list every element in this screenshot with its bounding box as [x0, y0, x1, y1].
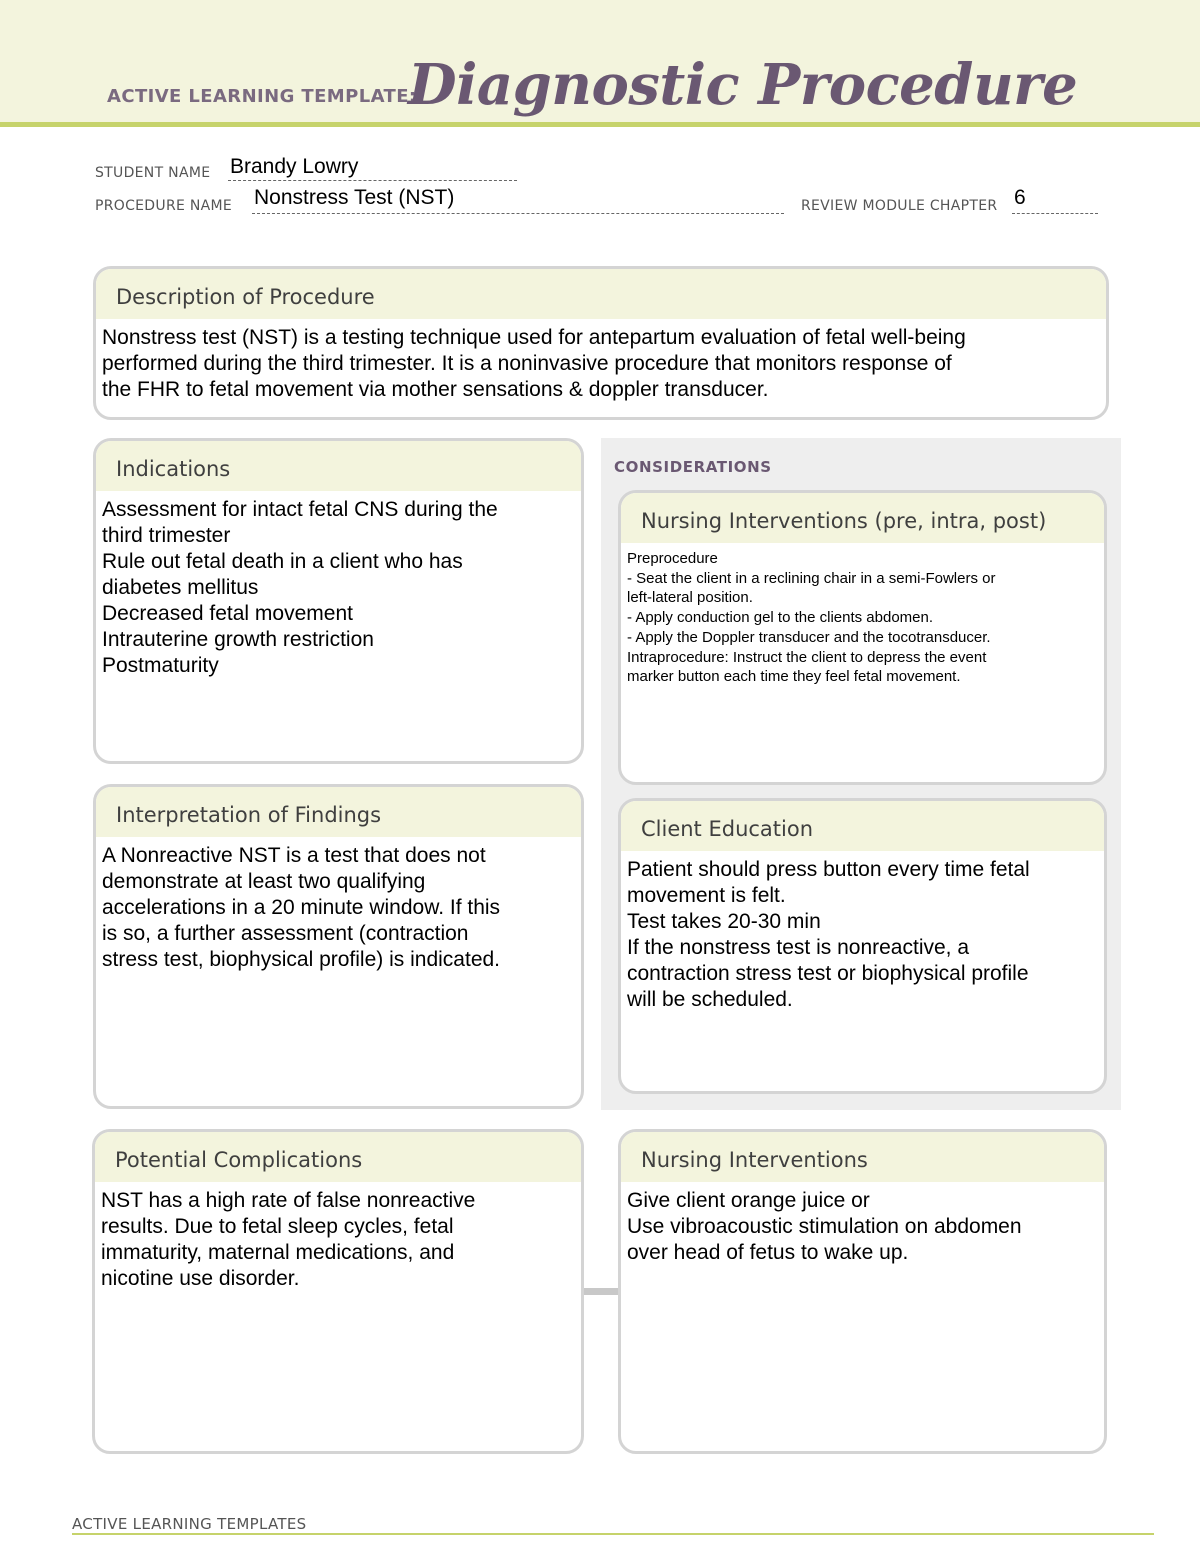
student-name-field[interactable]: Brandy Lowry [230, 155, 359, 178]
nursing-interventions-line: Give client orange juice or [627, 1189, 870, 1212]
template-label: ACTIVE LEARNING TEMPLATE: [107, 86, 417, 107]
indications-line: diabetes mellitus [102, 576, 259, 599]
nursing-interventions-pip-box [618, 490, 1107, 785]
complications-box [92, 1129, 584, 1454]
client-education-line: Test takes 20-30 min [627, 910, 821, 933]
interpretation-line: demonstrate at least two qualifying [102, 870, 426, 893]
nursing-interventions-pip-line: left-lateral position. [627, 589, 753, 607]
interpretation-line: A Nonreactive NST is a test that does not [102, 844, 486, 867]
client-education-body[interactable] [621, 851, 1104, 1013]
review-module-underline [1012, 213, 1098, 214]
client-education-line: movement is felt. [627, 884, 786, 907]
indications-line: Assessment for intact fetal CNS during the [102, 498, 498, 521]
nursing-interventions-line: Use vibroacoustic stimulation on abdomen [627, 1215, 1022, 1238]
interpretation-line: is so, a further assessment (contraction [102, 922, 469, 945]
footer-rule [72, 1533, 1154, 1535]
review-module-label: REVIEW MODULE CHAPTER [801, 198, 998, 214]
complications-heading: Potential Complications [95, 1132, 581, 1182]
client-education-heading: Client Education [621, 801, 1104, 851]
nursing-interventions-pip-line: - Apply the Doppler transducer and the tocotransducer. [627, 628, 991, 646]
nursing-interventions-pip-line: Preprocedure [627, 550, 718, 567]
student-name-label: STUDENT NAME [95, 165, 211, 181]
nursing-interventions-box [618, 1129, 1107, 1454]
review-module-field[interactable]: 6 [1014, 186, 1026, 209]
indications-heading: Indications [96, 441, 581, 491]
procedure-name-field[interactable]: Nonstress Test (NST) [254, 186, 455, 209]
indications-line: third trimester [102, 524, 231, 547]
nursing-interventions-pip-line: - Apply conduction gel to the clients abdomen. [627, 609, 934, 627]
nursing-interventions-pip-line: - Seat the client in a reclining chair in a semi-Fowlers or [627, 569, 996, 587]
interpretation-body[interactable] [96, 837, 581, 973]
indications-line: Intrauterine growth restriction [102, 628, 374, 651]
student-name-underline [228, 180, 517, 181]
nursing-interventions-pip-line: marker button each time they feel fetal movement. [627, 668, 961, 686]
interpretation-box [93, 784, 584, 1109]
procedure-name-label: PROCEDURE NAME [95, 198, 233, 214]
description-line: performed during the third trimester. It is a noninvasive procedure that monitors response of [102, 352, 952, 375]
page-title: Diagnostic Procedure [408, 52, 1078, 118]
nursing-interventions-pip-body[interactable] [621, 543, 1104, 687]
interpretation-line: accelerations in a 20 minute window. If this [102, 896, 501, 919]
nursing-interventions-body[interactable] [621, 1182, 1104, 1266]
description-heading: Description of Procedure [96, 269, 1106, 319]
nursing-interventions-heading: Nursing Interventions [621, 1132, 1104, 1182]
nursing-interventions-pip-heading: Nursing Interventions (pre, intra, post) [621, 493, 1104, 543]
indications-line: Decreased fetal movement [102, 602, 353, 625]
client-education-line: contraction stress test or biophysical profile [627, 962, 1029, 985]
description-body[interactable] [96, 319, 1106, 403]
interpretation-line: stress test, biophysical profile) is indicated. [102, 948, 501, 971]
box-connector [582, 1288, 622, 1295]
interpretation-heading: Interpretation of Findings [96, 787, 581, 837]
complications-line: NST has a high rate of false nonreactive [101, 1189, 476, 1212]
considerations-label: CONSIDERATIONS [614, 458, 772, 476]
client-education-line: will be scheduled. [627, 988, 793, 1011]
nursing-interventions-line: over head of fetus to wake up. [627, 1241, 909, 1264]
nursing-interventions-pip-line: Intraprocedure: Instruct the client to depress the event [627, 648, 987, 666]
procedure-name-underline [252, 213, 784, 214]
footer-text: ACTIVE LEARNING TEMPLATES [72, 1515, 307, 1533]
description-line: the FHR to fetal movement via mother sensations & doppler transducer. [102, 378, 769, 401]
client-education-box [618, 798, 1107, 1094]
complications-line: results. Due to fetal sleep cycles, fetal [101, 1215, 454, 1238]
indications-body[interactable] [96, 491, 581, 679]
indications-box [93, 438, 584, 764]
indications-line: Rule out fetal death in a client who has [102, 550, 463, 573]
complications-line: nicotine use disorder. [101, 1267, 300, 1290]
complications-line: immaturity, maternal medications, and [101, 1241, 455, 1264]
indications-line: Postmaturity [102, 654, 219, 677]
description-line: Nonstress test (NST) is a testing technique used for antepartum evaluation of fetal well-being [102, 326, 966, 349]
complications-body[interactable] [95, 1182, 581, 1292]
client-education-line: If the nonstress test is nonreactive, a [627, 936, 970, 959]
client-education-line: Patient should press button every time fetal [627, 858, 1030, 881]
description-box [93, 266, 1109, 420]
header-rule [0, 122, 1200, 127]
